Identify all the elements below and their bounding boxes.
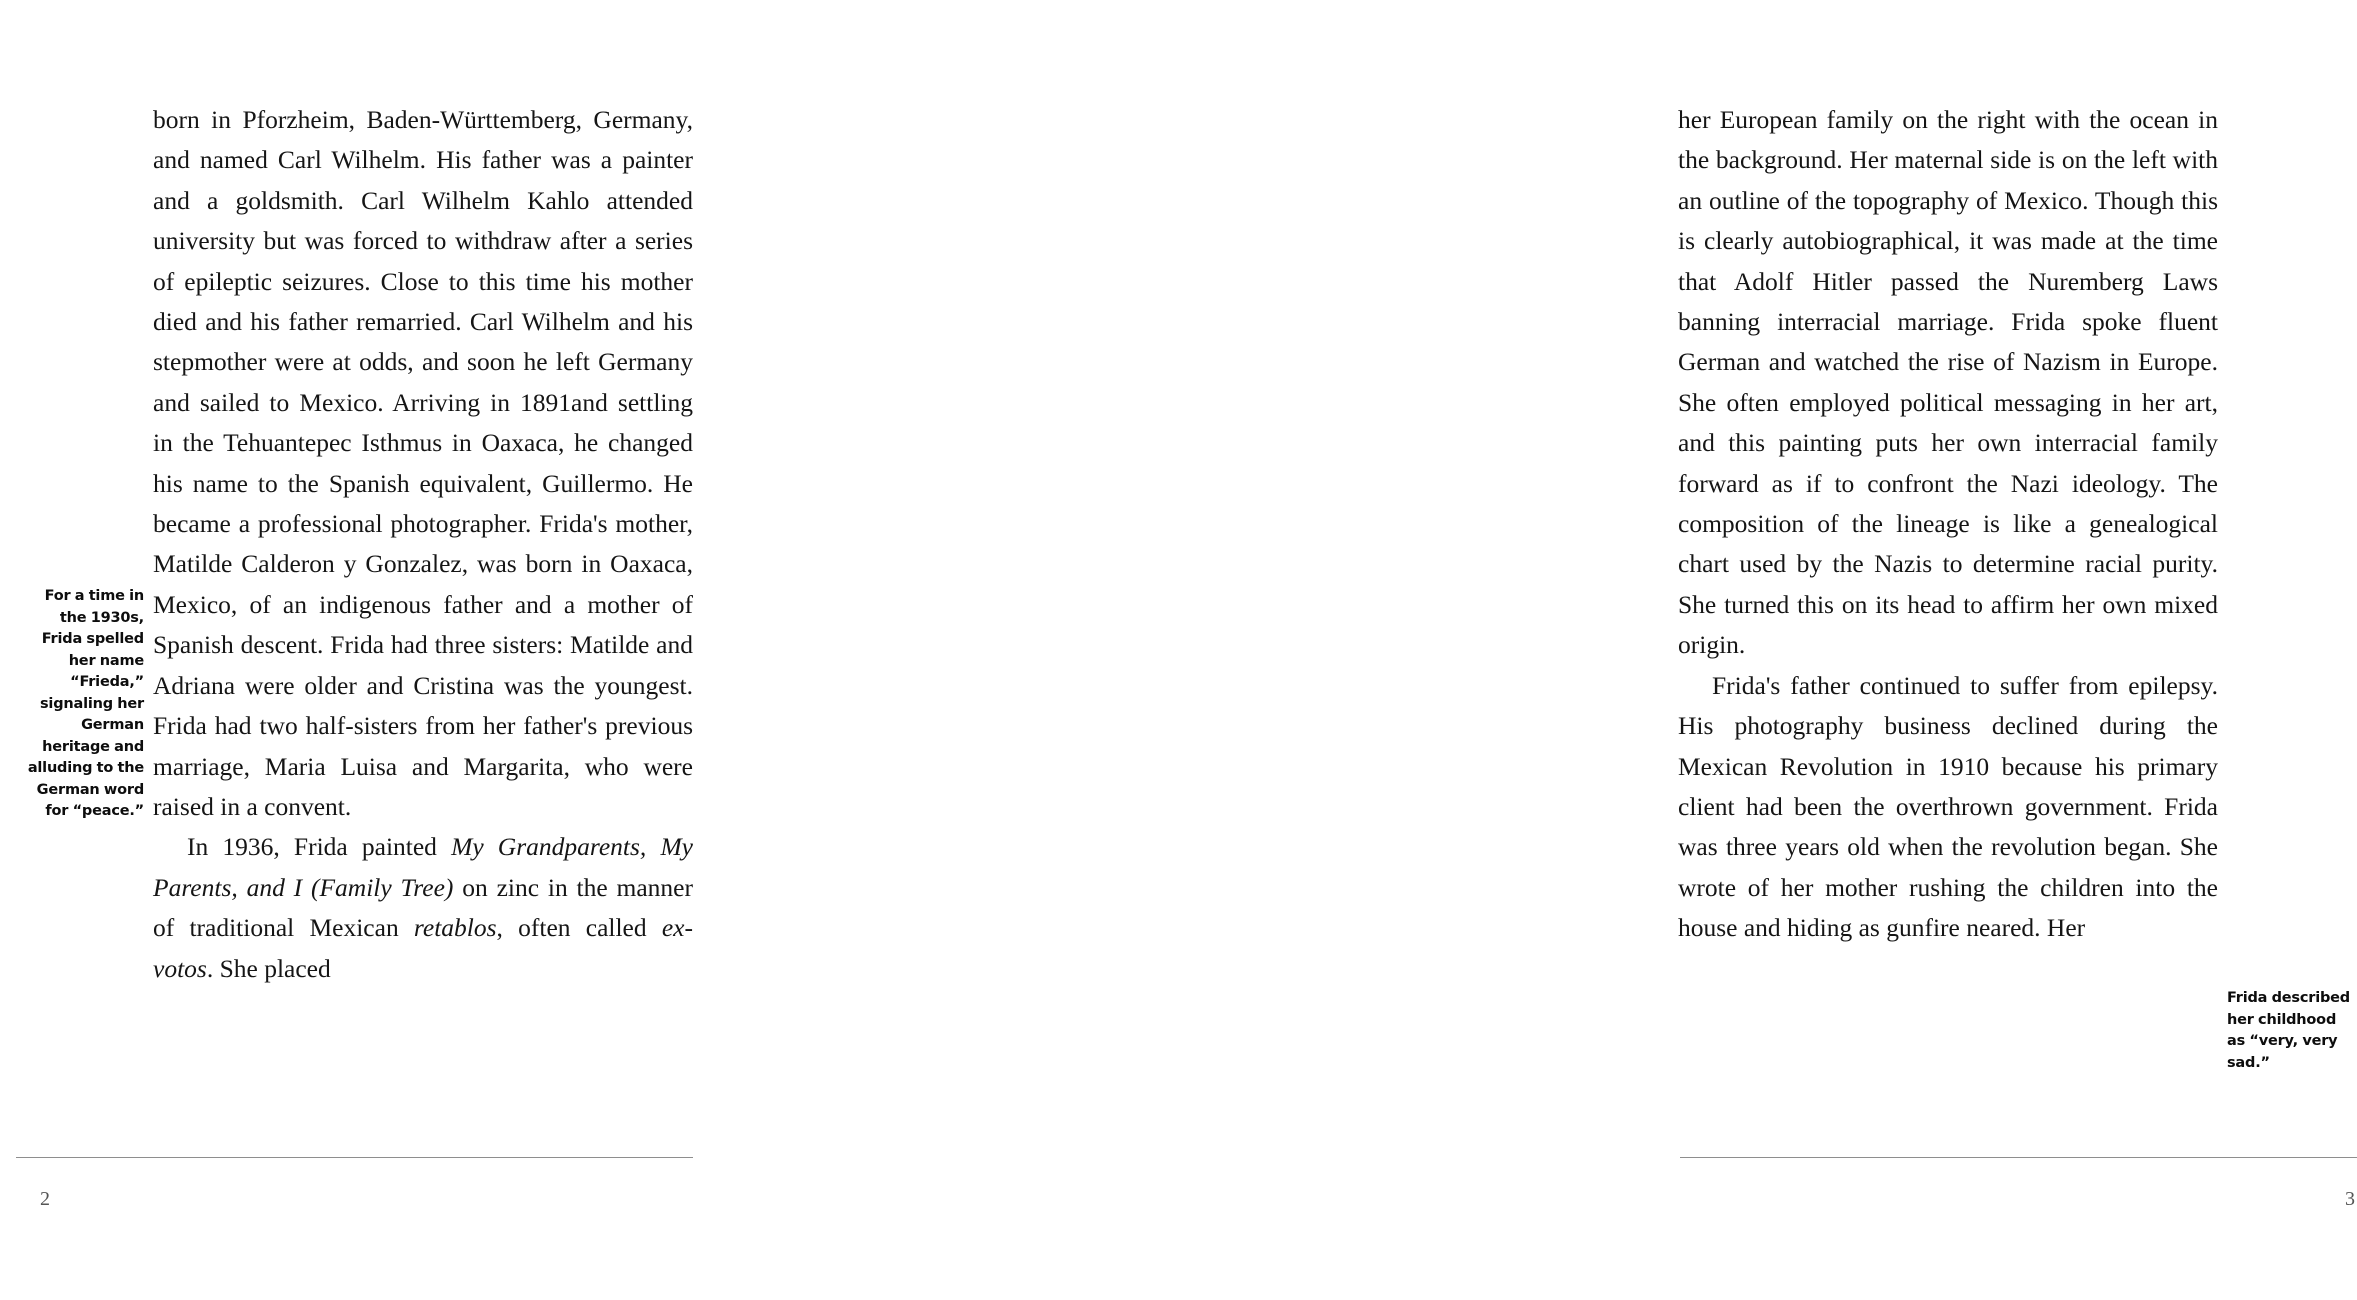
page-left <box>0 0 800 1300</box>
paragraph <box>153 100 693 827</box>
paragraph <box>1678 666 2218 949</box>
text-run: born in Pforzheim, Baden-Württemberg, Germany, and named Carl Wilhelm. His father was a painter and a goldsmith. Carl Wilhelm Kahlo attended university but was forced to withdraw after a series of epileptic seizures. Close to this time his mother died and his father remarried. Carl Wilhelm and his stepmother were at odds, and soon he left Germany and sailed to Mexico. Arriving in 1891and settling in the Tehuantepec Isthmus in Oaxaca, he changed his name to the Spanish equivalent, Guillermo. He became a professional photographer. Frida's mother, Matilde Calderon y Gonzalez, was born in Oaxaca, Mexico, of an indigenous father and a mother of Spanish descent. Frida had three sisters: Matilde and Adriana were older and Cristina was the youngest. Frida had two half-sisters from her father's previous marriage, Maria Luisa and Margarita, who were raised in a convent. <box>153 105 693 821</box>
paragraph <box>153 827 693 989</box>
text-run: on zinc in the manner of traditional Mexican <box>153 872 693 943</box>
text-run: In 1936, Frida painted <box>187 832 452 862</box>
page-number-left: 2 <box>40 1188 50 1210</box>
italic-title: My Grandparents, My Parents, and I (Family Tree) <box>153 832 694 902</box>
paragraph <box>1678 100 2218 666</box>
text-run: , often called <box>496 913 662 943</box>
page-right <box>800 0 2355 1300</box>
footer-rule-left <box>16 1157 693 1158</box>
page-number-right: 3 <box>2345 1188 2355 1210</box>
margin-note-right: Frida described her childhood as “very, very sad.” <box>2227 990 2350 1071</box>
footer-rule-right <box>1680 1157 2357 1158</box>
body-column-right <box>1678 100 2218 949</box>
italic-title: ex-votos <box>153 913 693 983</box>
margin-note-left: For a time in the 1930s, Frida spelled her name “Frieda,” signaling her German heritage and alluding to the German word for “peace.” <box>27 588 144 819</box>
body-column-left <box>153 100 693 989</box>
italic-title: retablos <box>413 913 497 943</box>
text-run: Frida's father continued to suffer from epilepsy. His photography business declined during the Mexican Revolution in 1910 because his primary client had been the overthrown government. Frida was three years old when the revolution began. She wrote of her mother rushing the children into the house and hiding as gunfire neared. Her <box>1678 670 2218 943</box>
text-run: . She placed <box>206 953 331 983</box>
text-run: her European family on the right with the ocean in the background. Her maternal side is on the left with an outline of the topography of Mexico. Though this is clearly autobiographical, it was made at the time that Adolf Hitler passed the Nuremberg Laws banning interracial marriage. Frida spoke fluent German and watched the rise of Nazism in Europe. She often employed political messaging in her art, and this painting puts her own interracial family forward as if to confront the Nazi ideology. The composition of the lineage is like a genealogical chart used by the Nazis to determine racial purity. She turned this on its head to affirm her own mixed origin. <box>1678 105 2218 660</box>
